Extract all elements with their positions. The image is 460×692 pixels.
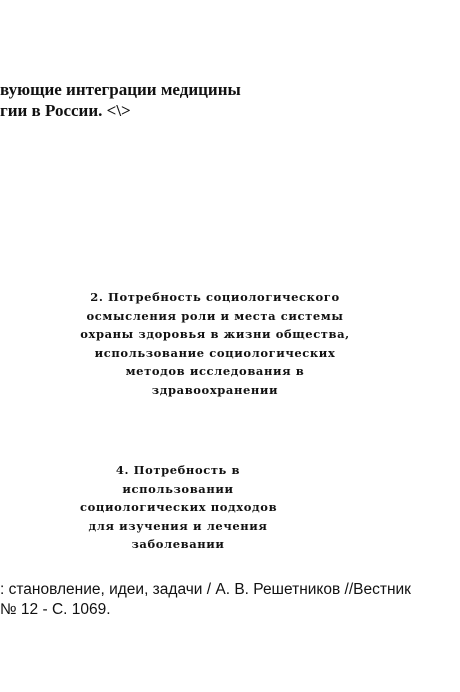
block-line: использование социологических [94,345,336,360]
bibliographic-reference [0,580,411,620]
block-line: социологических подходов [80,500,278,514]
block-line: заболевании [131,537,225,551]
block-line: 2. Потребность социологического [90,290,340,304]
heading-line: вующие интеграции медицины [0,80,241,99]
block-line: для изучения и лечения [88,518,268,533]
block-line: осмысления роли и места системы [86,308,344,323]
heading-line: гии в России. <\> [0,101,131,120]
block-line: здравоохранении [151,382,279,397]
reference-line: № 12 - С. 1069. [0,601,111,618]
block-line: охраны здоровья в жизни общества, [80,327,350,341]
block-line: методов исследования в [125,364,305,378]
diagram-block-need-sociological-understanding [80,288,350,399]
block-line: 4. Потребность в [115,463,241,477]
block-line: использовании [122,481,234,496]
section-heading [0,79,241,121]
diagram-block-need-sociological-approaches [80,461,276,554]
reference-line: : становление, идеи, задачи / А. В. Решетников //Вестник [0,581,411,598]
